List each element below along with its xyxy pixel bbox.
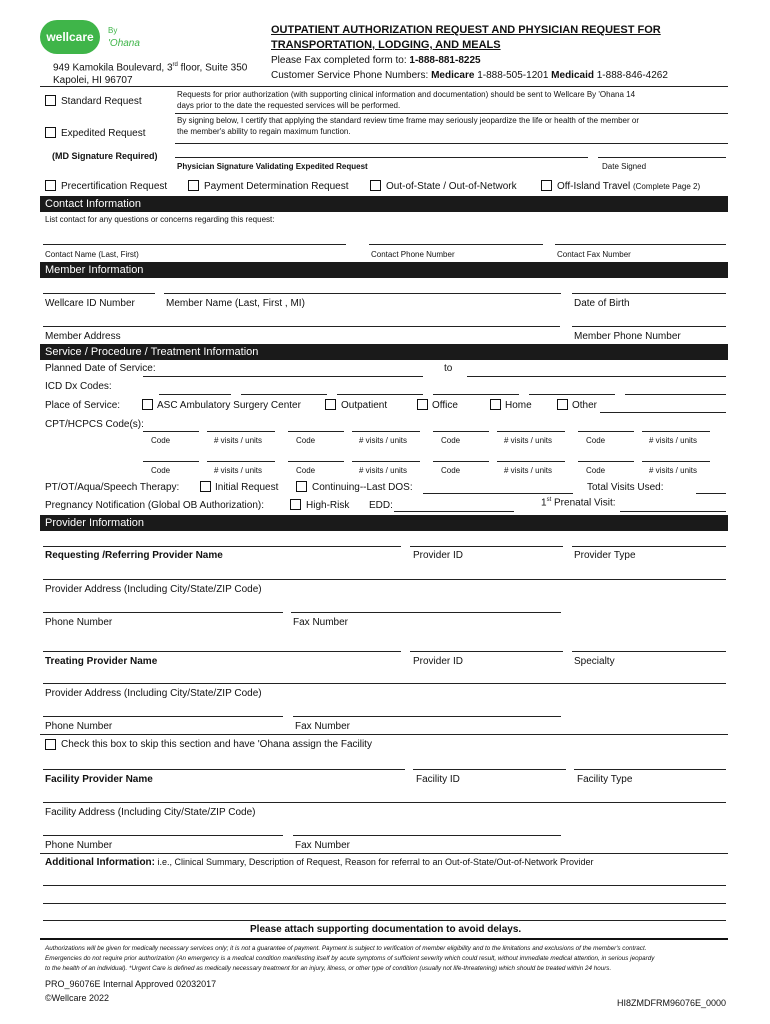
place-of-service-label: Place of Service: [45,400,121,411]
visits-label: # visits / units [359,466,408,475]
payment-determination-label: Payment Determination Request [204,181,349,192]
out-of-state-label: Out-of-State / Out-of-Network [386,181,517,192]
initial-request-checkbox[interactable] [200,481,211,492]
date-of-birth-label: Date of Birth [574,298,630,309]
code-label: Code [586,436,606,445]
md-signature-required: (MD Signature Required) [52,151,158,161]
additional-information: Additional Information: i.e., Clinical Summary, Description of Request, Reason for referral to an Out-of-State/Out-of-Network Provider [45,857,594,868]
form-title-line1: OUTPATIENT AUTHORIZATION REQUEST AND PHYSICIAN REQUEST FOR [271,24,661,36]
standard-request-checkbox[interactable] [45,95,56,106]
date-signed-label: Date Signed [602,162,647,171]
pregnancy-label: Pregnancy Notification (Global OB Authorization): [45,500,264,511]
skip-facility-label: Check this box to skip this section and have 'Ohana assign the Facility [61,739,372,750]
treating-provider-label: Treating Provider Name [45,656,158,667]
address-line1: 949 Kamokila Boulevard, 3rd floor, Suite 350 [53,62,248,74]
facility-fax-label: Fax Number [295,840,351,851]
treating-fax-label: Fax Number [295,721,351,732]
planned-date-label: Planned Date of Service: [45,363,156,374]
contact-information-heading: Contact Information [40,196,728,212]
provider-phone-label: Phone Number [45,617,113,628]
home-label: Home [505,400,532,411]
visits-label: # visits / units [214,466,263,475]
therapy-label: PT/OT/Aqua/Speech Therapy: [45,482,180,493]
contact-phone-label: Contact Phone Number [371,250,455,259]
edd-label: EDD: [369,500,393,511]
provider-address-label: Provider Address (Including City/State/ZIP Code) [45,584,262,595]
facility-type-label: Facility Type [577,774,633,785]
standard-request-label: Standard Request [61,96,142,107]
visits-label: # visits / units [214,436,263,445]
asc-label: ASC Ambulatory Surgery Center [157,400,301,411]
visits-label: # visits / units [649,466,698,475]
provider-information-heading: Provider Information [40,515,728,531]
form-code: HI8ZMDFRM96076E_0000 [617,998,727,1008]
wellcare-id-label: Wellcare ID Number [45,298,135,309]
payment-determination-checkbox[interactable] [188,180,199,191]
expedited-request-text: By signing below, I certify that applying the standard review time frame may seriously jeopardize the life or health of the member or [177,116,640,125]
continuing-label: Continuing--Last DOS: [312,482,413,493]
other-checkbox[interactable] [557,399,568,410]
provider-type-label: Provider Type [574,550,636,561]
member-name-label: Member Name (Last, First , MI) [166,298,305,309]
code-label: Code [441,466,461,475]
fax-instruction: Please Fax completed form to: 1-888-881-8225 [271,55,481,66]
code-label: Code [151,466,171,475]
facility-id-label: Facility ID [416,774,460,785]
office-label: Office [432,400,458,411]
cpt-codes-label: CPT/HCPCS Code(s): [45,419,144,430]
facility-phone-label: Phone Number [45,840,113,851]
contact-instruction: List contact for any questions or concerns regarding this request: [45,215,275,224]
prenatal-visit-label: 1st Prenatal Visit: [541,497,616,509]
disclaimer-line1: Authorizations will be given for medically necessary services only; it is not a guarantee of payment. Payment is subject to verification of member eligibility and to the limitations and exclusions of the member's contract. [45,945,647,952]
code-label: Code [586,466,606,475]
expedited-request-label: Expedited Request [61,128,146,139]
disclaimer-line2: Emergencies do not require prior authorization (An emergency is a medical condition manifesting itself by acute symptoms of sufficient severity which could result, without immediate medical attention, in serious jeopardy [45,955,655,962]
out-of-state-checkbox[interactable] [370,180,381,191]
precertification-label: Precertification Request [61,181,168,192]
treating-provider-id-label: Provider ID [413,656,464,667]
to-label: to [444,363,453,374]
member-information-heading: Member Information [40,262,728,278]
form-approval-number: PRO_96076E Internal Approved 02032017 [45,979,217,989]
attach-documentation-notice: Please attach supporting documentation to avoid delays. [250,924,522,935]
off-island-checkbox[interactable] [541,180,552,191]
precertification-checkbox[interactable] [45,180,56,191]
outpatient-checkbox[interactable] [325,399,336,410]
customer-service-phones: Customer Service Phone Numbers: Medicare 1-888-505-1201 Medicaid 1-888-846-4262 [271,70,668,81]
provider-fax-label: Fax Number [293,617,349,628]
office-checkbox[interactable] [417,399,428,410]
expedited-request-text2: the member's ability to regain maximum function. [177,127,351,136]
disclaimer-line3: to the health of an individual). *Urgent Care is defined as medically necessary treatment for an injury, illness, or other type of condition (usually not life-threatening) which should be treated within 24 hours. [45,965,612,972]
facility-provider-label: Facility Provider Name [45,774,153,785]
facility-address-label: Facility Address (Including City/State/ZIP Code) [45,807,256,818]
code-label: Code [296,436,316,445]
member-address-label: Member Address [45,331,121,342]
asc-checkbox[interactable] [142,399,153,410]
high-risk-checkbox[interactable] [290,499,301,510]
specialty-label: Specialty [574,656,615,667]
visits-label: # visits / units [504,436,553,445]
code-label: Code [441,436,461,445]
home-checkbox[interactable] [490,399,501,410]
other-label: Other [572,400,598,411]
ohana-logo: 'Ohana [108,38,140,49]
initial-request-label: Initial Request [215,482,279,493]
member-phone-label: Member Phone Number [574,331,681,342]
wellcare-logo: wellcare [40,20,100,54]
standard-request-text: Requests for prior authorization (with supporting clinical information and documentation) should be sent to Wellcare By 'Ohana 14 [177,90,636,99]
visits-label: # visits / units [649,436,698,445]
high-risk-label: High-Risk [306,500,350,511]
continuing-checkbox[interactable] [296,481,307,492]
code-label: Code [151,436,171,445]
treating-phone-label: Phone Number [45,721,113,732]
total-visits-label: Total Visits Used: [587,482,664,493]
logo-by: By [108,26,118,35]
icd-codes-label: ICD Dx Codes: [45,381,112,392]
standard-request-text2: days prior to the date the requested services will be performed. [177,101,401,110]
off-island-label: Off-Island Travel (Complete Page 2) [557,181,701,192]
outpatient-label: Outpatient [341,400,388,411]
service-information-heading: Service / Procedure / Treatment Information [40,344,728,360]
visits-label: # visits / units [359,436,408,445]
treating-address-label: Provider Address (Including City/State/ZIP Code) [45,688,262,699]
address-line2: Kapolei, HI 96707 [53,75,133,86]
copyright: ©Wellcare 2022 [45,993,109,1003]
requesting-provider-label: Requesting /Referring Provider Name [45,550,223,561]
code-label: Code [296,466,316,475]
physician-signature-label: Physician Signature Validating Expedited Request [177,162,368,171]
contact-name-label: Contact Name (Last, First) [45,250,139,259]
expedited-request-checkbox[interactable] [45,127,56,138]
skip-facility-checkbox[interactable] [45,739,56,750]
contact-fax-label: Contact Fax Number [557,250,631,259]
visits-label: # visits / units [504,466,553,475]
provider-id-label: Provider ID [413,550,464,561]
form-title-line2: TRANSPORTATION, LODGING, AND MEALS [271,39,501,51]
